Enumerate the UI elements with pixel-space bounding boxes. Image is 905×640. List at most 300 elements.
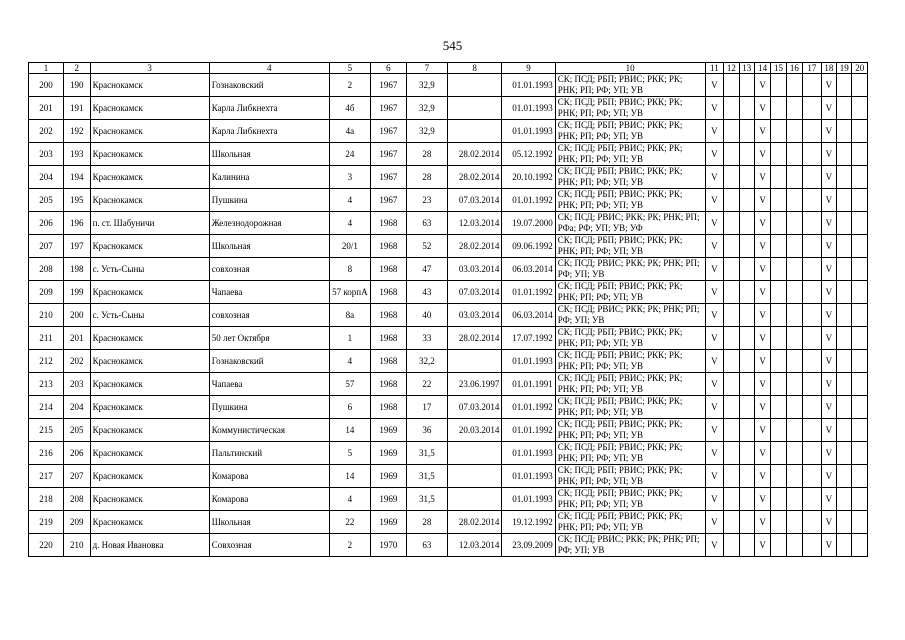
house-number-cell: 4 — [329, 189, 370, 212]
mark-cell-18: V — [821, 419, 836, 442]
mark-cell-13 — [739, 212, 754, 235]
categories-cell: СК; ПСД; РВИС; РКК; РК; РНК; РП; РФ; УП; УВ — [555, 304, 705, 327]
house-number-cell: 20/1 — [329, 235, 370, 258]
mark-cell-16 — [786, 511, 802, 534]
mark-cell-12 — [724, 465, 739, 488]
mark-cell-13 — [739, 166, 754, 189]
locality-cell: Краснокамск — [90, 396, 209, 419]
mark-cell-12 — [724, 258, 739, 281]
mark-cell-20 — [852, 465, 868, 488]
locality-cell: Краснокамск — [90, 74, 209, 97]
mark-cell-13 — [739, 304, 754, 327]
mark-cell-17 — [803, 166, 821, 189]
row-number-cell: 220 — [29, 534, 64, 557]
locality-cell: Краснокамск — [90, 97, 209, 120]
column-header-12: 12 — [724, 63, 739, 74]
locality-cell: Краснокамск — [90, 189, 209, 212]
page-number: 545 — [442, 38, 463, 53]
mark-cell-12 — [724, 373, 739, 396]
house-number-cell: 14 — [329, 419, 370, 442]
year-cell: 1968 — [370, 235, 406, 258]
year-cell: 1969 — [370, 511, 406, 534]
mark-cell-19 — [837, 465, 852, 488]
locality-cell: с. Усть-Сыны — [90, 258, 209, 281]
row-number-cell: 217 — [29, 465, 64, 488]
mark-cell-12 — [724, 396, 739, 419]
mark-cell-15 — [771, 465, 786, 488]
mark-cell-14: V — [754, 281, 770, 304]
mark-cell-16 — [786, 465, 802, 488]
table-row — [29, 258, 868, 281]
date-2-cell: 23.09.2009 — [502, 534, 555, 557]
date-2-cell: 01.01.1993 — [502, 74, 555, 97]
mark-cell-19 — [837, 488, 852, 511]
table-row — [29, 212, 868, 235]
row-subnumber-cell: 200 — [63, 304, 90, 327]
mark-cell-14: V — [754, 442, 770, 465]
table-row — [29, 235, 868, 258]
date-1-cell: 12.03.2014 — [447, 534, 501, 557]
date-2-cell: 09.06.1992 — [502, 235, 555, 258]
row-subnumber-cell: 201 — [63, 327, 90, 350]
locality-cell: Краснокамск — [90, 350, 209, 373]
locality-cell: Краснокамск — [90, 327, 209, 350]
value-cell: 17 — [406, 396, 447, 419]
value-cell: 52 — [406, 235, 447, 258]
mark-cell-13 — [739, 143, 754, 166]
mark-cell-19 — [837, 442, 852, 465]
mark-cell-12 — [724, 419, 739, 442]
mark-cell-15 — [771, 373, 786, 396]
mark-cell-11: V — [705, 97, 723, 120]
mark-cell-19 — [837, 143, 852, 166]
mark-cell-13 — [739, 396, 754, 419]
date-1-cell: 03.03.2014 — [447, 304, 501, 327]
year-cell: 1967 — [370, 120, 406, 143]
mark-cell-16 — [786, 419, 802, 442]
value-cell: 32,2 — [406, 350, 447, 373]
mark-cell-13 — [739, 350, 754, 373]
mark-cell-13 — [739, 258, 754, 281]
date-2-cell: 01.01.1993 — [502, 488, 555, 511]
house-number-cell: 24 — [329, 143, 370, 166]
row-number-cell: 212 — [29, 350, 64, 373]
row-number-cell: 210 — [29, 304, 64, 327]
row-subnumber-cell: 208 — [63, 488, 90, 511]
mark-cell-20 — [852, 120, 868, 143]
mark-cell-17 — [803, 419, 821, 442]
mark-cell-14: V — [754, 258, 770, 281]
mark-cell-20 — [852, 534, 868, 557]
table-row — [29, 74, 868, 97]
mark-cell-16 — [786, 74, 802, 97]
mark-cell-12 — [724, 212, 739, 235]
street-cell: 50 лет Октября — [209, 327, 329, 350]
locality-cell: Краснокамск — [90, 373, 209, 396]
column-header-18: 18 — [821, 63, 836, 74]
mark-cell-11: V — [705, 534, 723, 557]
mark-cell-20 — [852, 143, 868, 166]
date-2-cell: 19.07.2000 — [502, 212, 555, 235]
value-cell: 28 — [406, 143, 447, 166]
house-number-cell: 3 — [329, 166, 370, 189]
date-1-cell: 28.02.2014 — [447, 327, 501, 350]
mark-cell-14: V — [754, 97, 770, 120]
mark-cell-11: V — [705, 396, 723, 419]
mark-cell-13 — [739, 465, 754, 488]
mark-cell-12 — [724, 281, 739, 304]
mark-cell-14: V — [754, 304, 770, 327]
column-header-20: 20 — [852, 63, 868, 74]
date-1-cell: 28.02.2014 — [447, 235, 501, 258]
column-header-4: 4 — [209, 63, 329, 74]
column-header-5: 5 — [329, 63, 370, 74]
mark-cell-14: V — [754, 212, 770, 235]
date-1-cell — [447, 74, 501, 97]
mark-cell-14: V — [754, 465, 770, 488]
date-2-cell: 01.01.1992 — [502, 281, 555, 304]
mark-cell-15 — [771, 212, 786, 235]
mark-cell-16 — [786, 304, 802, 327]
value-cell: 40 — [406, 304, 447, 327]
mark-cell-15 — [771, 488, 786, 511]
mark-cell-17 — [803, 189, 821, 212]
mark-cell-16 — [786, 373, 802, 396]
house-number-cell: 4 — [329, 488, 370, 511]
column-header-7: 7 — [406, 63, 447, 74]
mark-cell-12 — [724, 488, 739, 511]
mark-cell-20 — [852, 327, 868, 350]
year-cell: 1967 — [370, 74, 406, 97]
year-cell: 1970 — [370, 534, 406, 557]
mark-cell-18: V — [821, 97, 836, 120]
mark-cell-14: V — [754, 534, 770, 557]
mark-cell-15 — [771, 166, 786, 189]
mark-cell-11: V — [705, 442, 723, 465]
column-header-17: 17 — [803, 63, 821, 74]
date-2-cell: 01.01.1992 — [502, 419, 555, 442]
table-row — [29, 143, 868, 166]
row-subnumber-cell: 206 — [63, 442, 90, 465]
house-number-cell: 6 — [329, 396, 370, 419]
row-number-cell: 204 — [29, 166, 64, 189]
table-row — [29, 419, 868, 442]
mark-cell-15 — [771, 350, 786, 373]
mark-cell-17 — [803, 258, 821, 281]
categories-cell: СК; ПСД; РБП; РВИС; РКК; РК; РНК; РП; РФ; УП; УВ — [555, 97, 705, 120]
date-1-cell: 03.03.2014 — [447, 258, 501, 281]
mark-cell-11: V — [705, 235, 723, 258]
mark-cell-13 — [739, 281, 754, 304]
mark-cell-11: V — [705, 350, 723, 373]
date-1-cell: 28.02.2014 — [447, 166, 501, 189]
mark-cell-11: V — [705, 304, 723, 327]
street-cell: Чапаева — [209, 373, 329, 396]
categories-cell: СК; ПСД; РБП; РВИС; РКК; РК; РНК; РП; РФ; УП; УВ — [555, 74, 705, 97]
street-cell: Карла Либкнехта — [209, 120, 329, 143]
mark-cell-13 — [739, 442, 754, 465]
mark-cell-14: V — [754, 327, 770, 350]
mark-cell-18: V — [821, 281, 836, 304]
mark-cell-12 — [724, 189, 739, 212]
mark-cell-19 — [837, 396, 852, 419]
mark-cell-17 — [803, 488, 821, 511]
mark-cell-18: V — [821, 166, 836, 189]
mark-cell-14: V — [754, 189, 770, 212]
mark-cell-17 — [803, 120, 821, 143]
year-cell: 1968 — [370, 258, 406, 281]
mark-cell-15 — [771, 534, 786, 557]
mark-cell-19 — [837, 74, 852, 97]
mark-cell-16 — [786, 327, 802, 350]
categories-cell: СК; ПСД; РБП; РВИС; РКК; РК; РНК; РП; РФ; УП; УВ — [555, 350, 705, 373]
row-number-cell: 203 — [29, 143, 64, 166]
categories-cell: СК; ПСД; РБП; РВИС; РКК; РК; РНК; РП; РФ; УП; УВ — [555, 396, 705, 419]
row-number-cell: 205 — [29, 189, 64, 212]
street-cell: Гознаковский — [209, 350, 329, 373]
street-cell: Комарова — [209, 465, 329, 488]
date-2-cell: 01.01.1993 — [502, 97, 555, 120]
column-header-11: 11 — [705, 63, 723, 74]
mark-cell-12 — [724, 304, 739, 327]
mark-cell-19 — [837, 97, 852, 120]
categories-cell: СК; ПСД; РБП; РВИС; РКК; РК; РНК; РП; РФ; УП; УВ — [555, 465, 705, 488]
mark-cell-19 — [837, 350, 852, 373]
mark-cell-16 — [786, 120, 802, 143]
year-cell: 1968 — [370, 281, 406, 304]
row-subnumber-cell: 190 — [63, 74, 90, 97]
mark-cell-11: V — [705, 419, 723, 442]
mark-cell-20 — [852, 350, 868, 373]
mark-cell-18: V — [821, 189, 836, 212]
registry-table — [28, 62, 868, 557]
mark-cell-16 — [786, 442, 802, 465]
mark-cell-12 — [724, 166, 739, 189]
mark-cell-13 — [739, 189, 754, 212]
year-cell: 1967 — [370, 143, 406, 166]
row-subnumber-cell: 210 — [63, 534, 90, 557]
mark-cell-13 — [739, 488, 754, 511]
mark-cell-14: V — [754, 511, 770, 534]
mark-cell-11: V — [705, 143, 723, 166]
mark-cell-12 — [724, 327, 739, 350]
value-cell: 32,9 — [406, 120, 447, 143]
date-1-cell — [447, 350, 501, 373]
categories-cell: СК; ПСД; РБП; РВИС; РКК; РК; РНК; РП; РФ; УП; УВ — [555, 143, 705, 166]
mark-cell-15 — [771, 143, 786, 166]
locality-cell: Краснокамск — [90, 419, 209, 442]
year-cell: 1968 — [370, 396, 406, 419]
mark-cell-17 — [803, 373, 821, 396]
date-2-cell: 05.12.1992 — [502, 143, 555, 166]
street-cell: Пушкина — [209, 396, 329, 419]
row-number-cell: 214 — [29, 396, 64, 419]
mark-cell-15 — [771, 74, 786, 97]
categories-cell: СК; ПСД; РБП; РВИС; РКК; РК; РНК; РП; РФ; УП; УВ — [555, 419, 705, 442]
mark-cell-11: V — [705, 189, 723, 212]
date-2-cell: 06.03.2014 — [502, 304, 555, 327]
table-row — [29, 488, 868, 511]
mark-cell-14: V — [754, 143, 770, 166]
date-1-cell: 28.02.2014 — [447, 143, 501, 166]
row-subnumber-cell: 193 — [63, 143, 90, 166]
house-number-cell: 5 — [329, 442, 370, 465]
mark-cell-18: V — [821, 534, 836, 557]
year-cell: 1968 — [370, 212, 406, 235]
mark-cell-20 — [852, 212, 868, 235]
mark-cell-20 — [852, 189, 868, 212]
year-cell: 1969 — [370, 442, 406, 465]
street-cell: Пушкина — [209, 189, 329, 212]
date-1-cell — [447, 120, 501, 143]
column-header-6: 6 — [370, 63, 406, 74]
categories-cell: СК; ПСД; РБП; РВИС; РКК; РК; РНК; РП; РФ; УП; УВ — [555, 235, 705, 258]
date-2-cell: 19.12.1992 — [502, 511, 555, 534]
row-subnumber-cell: 207 — [63, 465, 90, 488]
table-row — [29, 534, 868, 557]
mark-cell-19 — [837, 120, 852, 143]
date-2-cell: 01.01.1992 — [502, 189, 555, 212]
mark-cell-18: V — [821, 120, 836, 143]
mark-cell-19 — [837, 327, 852, 350]
row-number-cell: 208 — [29, 258, 64, 281]
mark-cell-14: V — [754, 419, 770, 442]
mark-cell-13 — [739, 235, 754, 258]
mark-cell-16 — [786, 235, 802, 258]
table-body — [29, 74, 868, 557]
categories-cell: СК; ПСД; РВИС; РКК; РК; РНК; РП; РФ; УП; УВ — [555, 534, 705, 557]
column-header-9: 9 — [502, 63, 555, 74]
column-header-8: 8 — [447, 63, 501, 74]
value-cell: 31,5 — [406, 488, 447, 511]
row-subnumber-cell: 203 — [63, 373, 90, 396]
mark-cell-20 — [852, 488, 868, 511]
house-number-cell: 4б — [329, 97, 370, 120]
value-cell: 28 — [406, 166, 447, 189]
mark-cell-16 — [786, 534, 802, 557]
locality-cell: Краснокамск — [90, 166, 209, 189]
table-row — [29, 396, 868, 419]
mark-cell-11: V — [705, 120, 723, 143]
mark-cell-16 — [786, 281, 802, 304]
row-subnumber-cell: 194 — [63, 166, 90, 189]
column-header-1: 1 — [29, 63, 64, 74]
mark-cell-20 — [852, 304, 868, 327]
year-cell: 1967 — [370, 97, 406, 120]
value-cell: 31,5 — [406, 442, 447, 465]
mark-cell-18: V — [821, 304, 836, 327]
date-1-cell — [447, 488, 501, 511]
mark-cell-14: V — [754, 120, 770, 143]
year-cell: 1967 — [370, 189, 406, 212]
locality-cell: Краснокамск — [90, 143, 209, 166]
date-1-cell: 28.02.2014 — [447, 511, 501, 534]
street-cell: Пальтинский — [209, 442, 329, 465]
categories-cell: СК; ПСД; РБП; РВИС; РКК; РК; РНК; РП; РФ; УП; УВ — [555, 166, 705, 189]
mark-cell-19 — [837, 304, 852, 327]
date-2-cell: 01.01.1993 — [502, 120, 555, 143]
mark-cell-15 — [771, 511, 786, 534]
mark-cell-18: V — [821, 212, 836, 235]
mark-cell-17 — [803, 235, 821, 258]
row-subnumber-cell: 205 — [63, 419, 90, 442]
mark-cell-18: V — [821, 74, 836, 97]
locality-cell: Краснокамск — [90, 281, 209, 304]
house-number-cell: 14 — [329, 465, 370, 488]
categories-cell: СК; ПСД; РБП; РВИС; РКК; РК; РНК; РП; РФ; УП; УВ — [555, 373, 705, 396]
table-row — [29, 304, 868, 327]
row-subnumber-cell: 204 — [63, 396, 90, 419]
mark-cell-18: V — [821, 143, 836, 166]
mark-cell-16 — [786, 97, 802, 120]
house-number-cell: 8 — [329, 258, 370, 281]
date-1-cell: 23.06.1997 — [447, 373, 501, 396]
categories-cell: СК; ПСД; РВИС; РКК; РК; РНК; РП; РФ; УП; УВ — [555, 258, 705, 281]
date-1-cell: 20.03.2014 — [447, 419, 501, 442]
mark-cell-15 — [771, 442, 786, 465]
mark-cell-15 — [771, 396, 786, 419]
year-cell: 1967 — [370, 166, 406, 189]
mark-cell-17 — [803, 304, 821, 327]
mark-cell-15 — [771, 120, 786, 143]
mark-cell-17 — [803, 534, 821, 557]
mark-cell-13 — [739, 327, 754, 350]
house-number-cell: 4 — [329, 212, 370, 235]
mark-cell-11: V — [705, 281, 723, 304]
value-cell: 33 — [406, 327, 447, 350]
mark-cell-13 — [739, 534, 754, 557]
date-2-cell: 01.01.1993 — [502, 442, 555, 465]
value-cell: 23 — [406, 189, 447, 212]
column-header-2: 2 — [63, 63, 90, 74]
row-number-cell: 206 — [29, 212, 64, 235]
mark-cell-20 — [852, 281, 868, 304]
value-cell: 28 — [406, 511, 447, 534]
year-cell: 1968 — [370, 373, 406, 396]
row-number-cell: 218 — [29, 488, 64, 511]
value-cell: 43 — [406, 281, 447, 304]
mark-cell-16 — [786, 396, 802, 419]
header-row — [29, 63, 868, 74]
street-cell: Гознаковский — [209, 74, 329, 97]
categories-cell: СК; ПСД; РБП; РВИС; РКК; РК; РНК; РП; РФ; УП; УВ — [555, 281, 705, 304]
row-subnumber-cell: 196 — [63, 212, 90, 235]
mark-cell-16 — [786, 350, 802, 373]
house-number-cell: 57 — [329, 373, 370, 396]
mark-cell-11: V — [705, 212, 723, 235]
mark-cell-19 — [837, 419, 852, 442]
mark-cell-18: V — [821, 442, 836, 465]
mark-cell-17 — [803, 212, 821, 235]
mark-cell-11: V — [705, 488, 723, 511]
mark-cell-20 — [852, 258, 868, 281]
locality-cell: Краснокамск — [90, 488, 209, 511]
house-number-cell: 2 — [329, 74, 370, 97]
house-number-cell: 57 корпА — [329, 281, 370, 304]
mark-cell-15 — [771, 97, 786, 120]
row-number-cell: 215 — [29, 419, 64, 442]
column-header-13: 13 — [739, 63, 754, 74]
locality-cell: Краснокамск — [90, 235, 209, 258]
mark-cell-16 — [786, 212, 802, 235]
row-subnumber-cell: 199 — [63, 281, 90, 304]
mark-cell-12 — [724, 143, 739, 166]
year-cell: 1969 — [370, 419, 406, 442]
mark-cell-11: V — [705, 74, 723, 97]
mark-cell-19 — [837, 258, 852, 281]
mark-cell-20 — [852, 97, 868, 120]
mark-cell-14: V — [754, 396, 770, 419]
